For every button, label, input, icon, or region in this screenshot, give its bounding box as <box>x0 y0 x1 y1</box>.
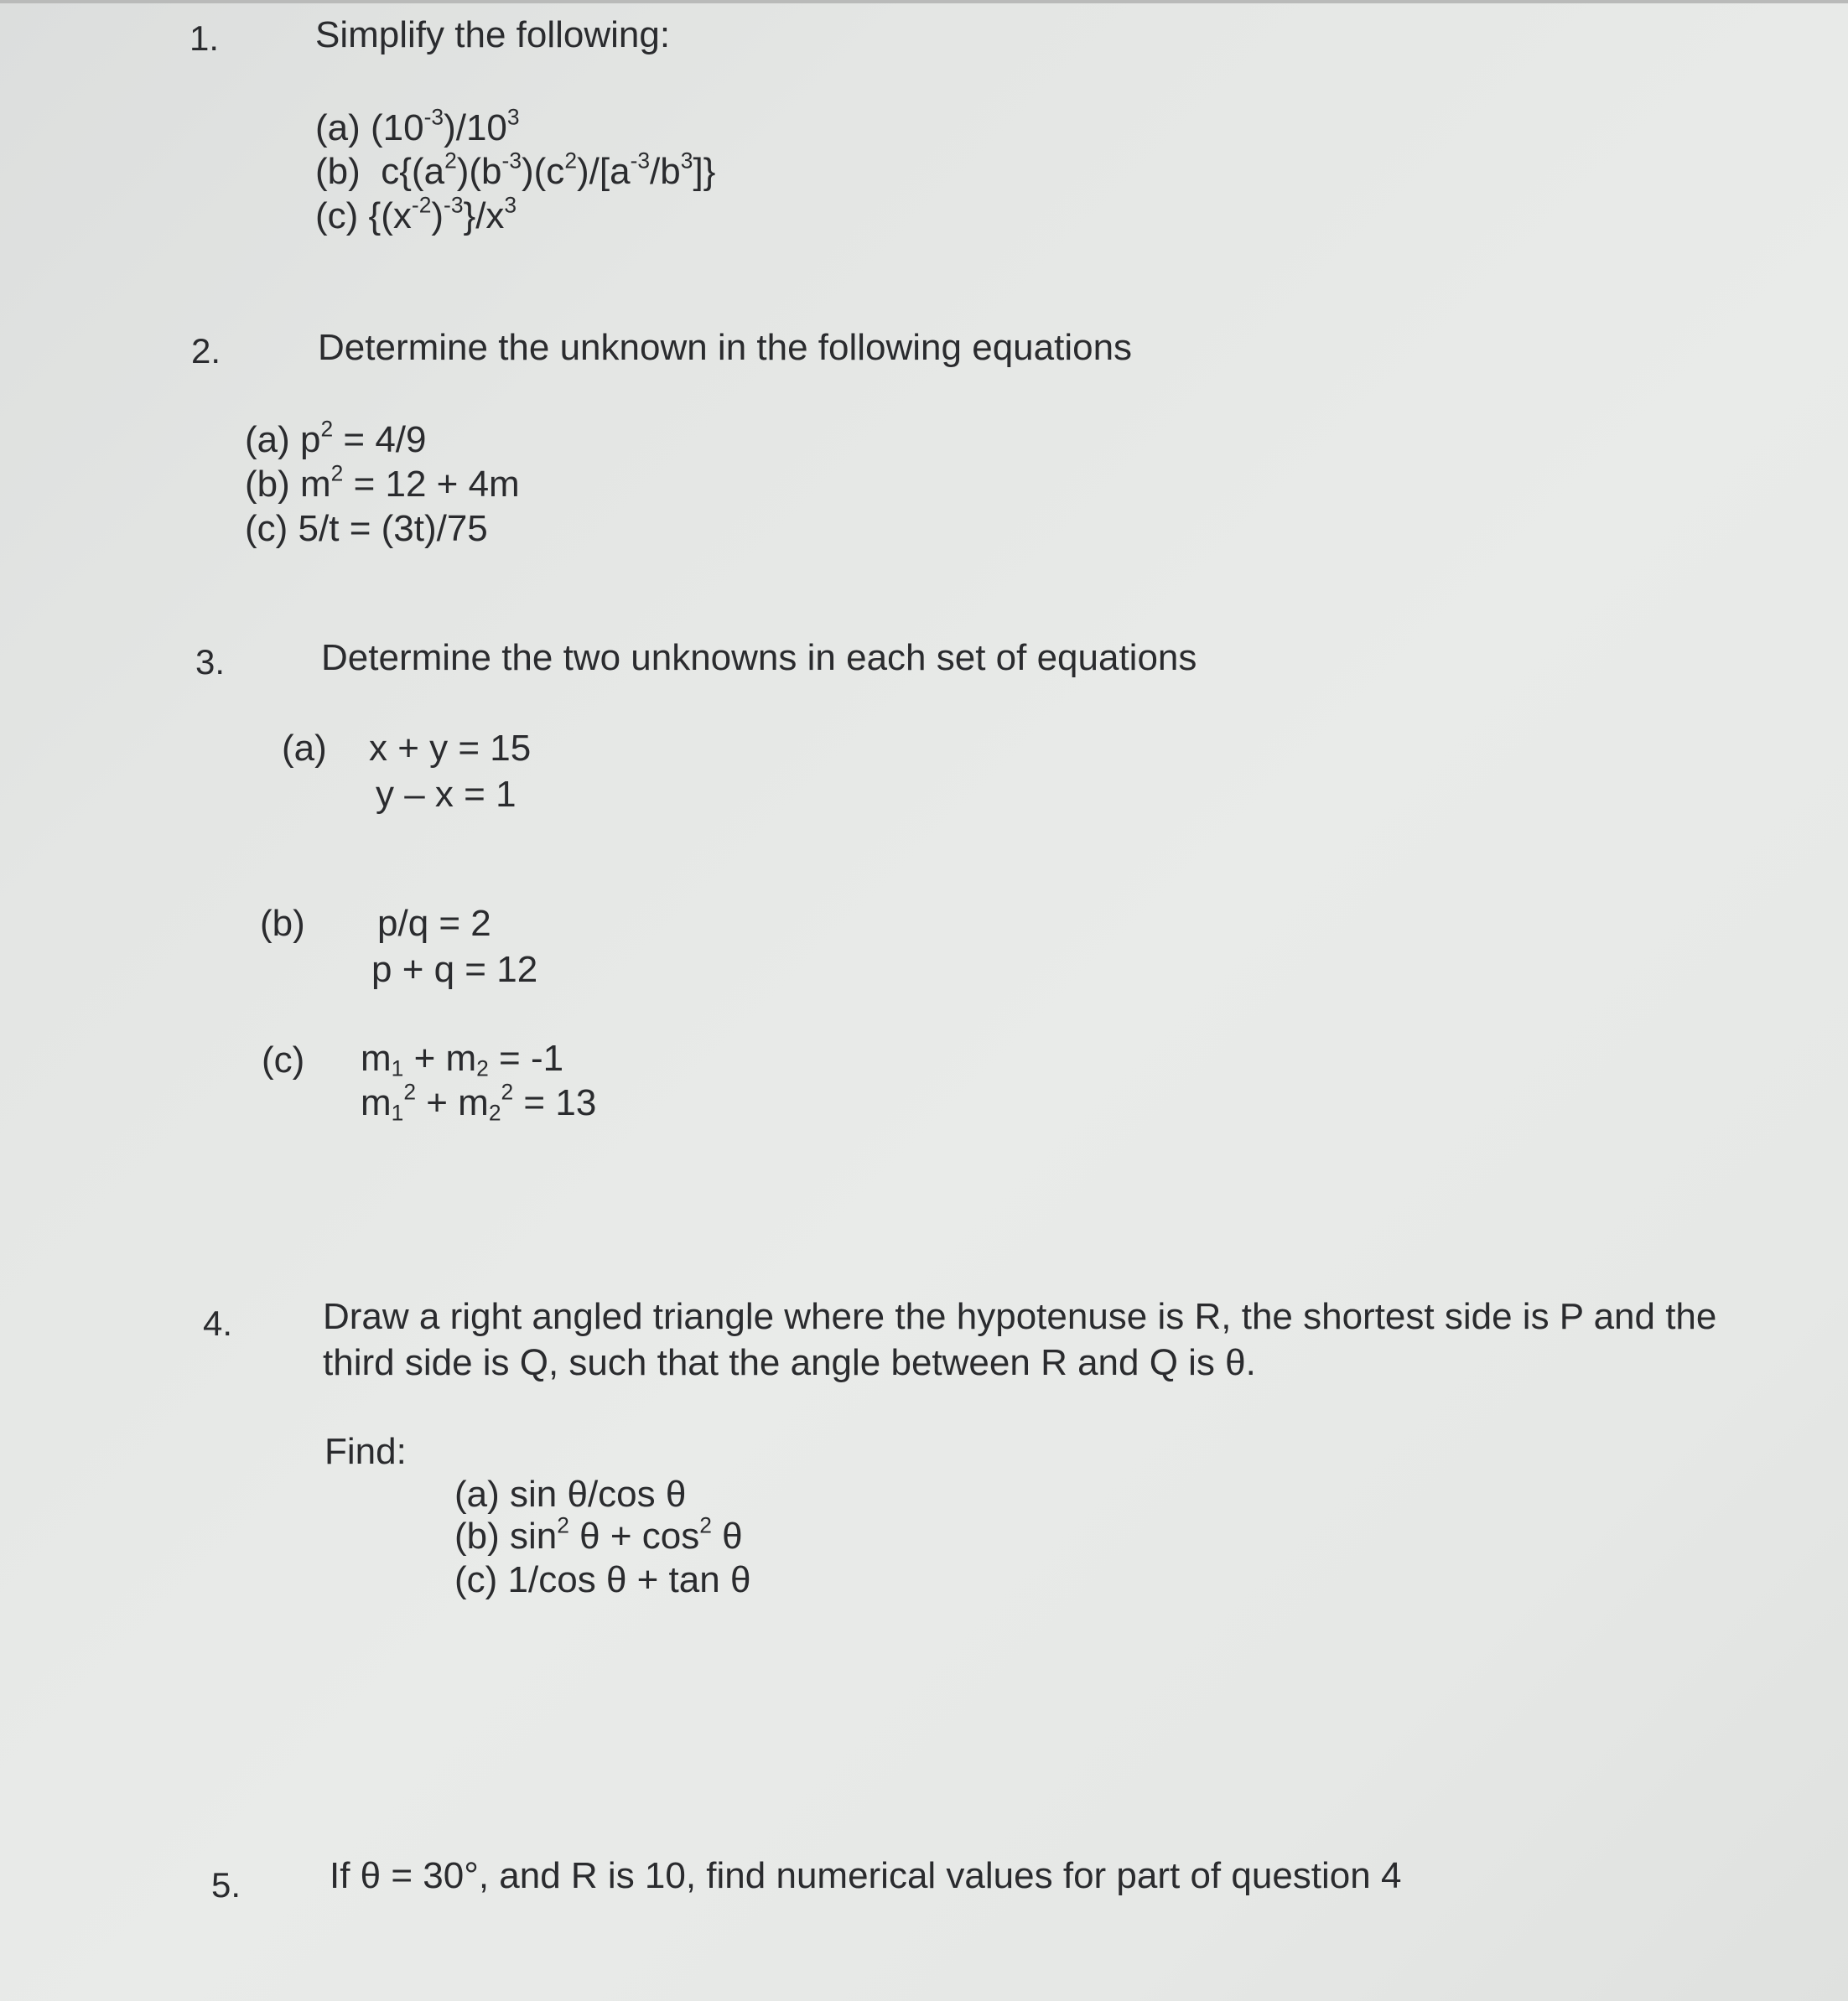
q5-number: 5. <box>211 1865 241 1905</box>
q4-item-a: (a) sin θ/cos θ <box>454 1474 687 1515</box>
q3-c-label: (c) <box>262 1039 305 1081</box>
q2-item-c: (c) 5/t = (3t)/75 <box>245 508 488 549</box>
page-top-edge <box>0 0 1848 3</box>
q2-item-a: (a) $p^2 = 4/9$ <box>245 416 427 460</box>
q1-number: 1. <box>189 18 220 58</box>
q3-a-eq1: x + y = 15 <box>369 728 532 769</box>
q3-b-eq1: p/q = 2 <box>377 903 491 944</box>
q2-number: 2. <box>191 331 221 371</box>
q1-item-a: (a) $(10^{-3})/10^3$ <box>315 104 520 148</box>
q1-item-c: (c) $\{(x^{-2})^{-3}\}/x^3$ <box>315 192 517 236</box>
q3-b-label: (b) <box>260 903 305 944</box>
q3-number: 3. <box>195 642 226 682</box>
q3-c-eq2: $m_1^2 + m_2^2 = 13$ <box>361 1079 597 1126</box>
q3-prompt: Determine the two unknowns in each set of equations <box>321 637 1197 678</box>
q4-line1: Draw a right angled triangle where the hypotenuse is R, the shortest side is P and the <box>323 1296 1717 1337</box>
q4-find: Find: <box>324 1431 407 1472</box>
q4-line2: third side is Q, such that the angle between R and Q is θ. <box>323 1342 1256 1383</box>
q4-item-b: (b) $\sin^2 \theta + \cos^2 \theta$ <box>454 1512 743 1557</box>
q3-b-eq2: p + q = 12 <box>371 949 538 990</box>
q3-a-eq2: y – x = 1 <box>376 774 517 815</box>
q3-c-eq1: $m_1 + m_2 = -1$ <box>361 1038 564 1081</box>
q5-text: If θ = 30°, and R is 10, find numerical values for part of question 4 <box>330 1855 1402 1896</box>
q3-a-label: (a) <box>282 728 327 769</box>
q1-prompt: Simplify the following: <box>315 14 671 55</box>
q1-item-b: (b) $c\{(a^2)(b^{-3})(c^2)/[a^{-3}/b^3]\}$ <box>315 148 716 192</box>
q2-item-b: (b) $m^2 = 12 + 4m$ <box>245 460 520 505</box>
q2-prompt: Determine the unknown in the following equations <box>318 327 1133 368</box>
q4-item-c: (c) 1/cos θ + tan θ <box>454 1559 751 1600</box>
q4-number: 4. <box>203 1304 233 1343</box>
